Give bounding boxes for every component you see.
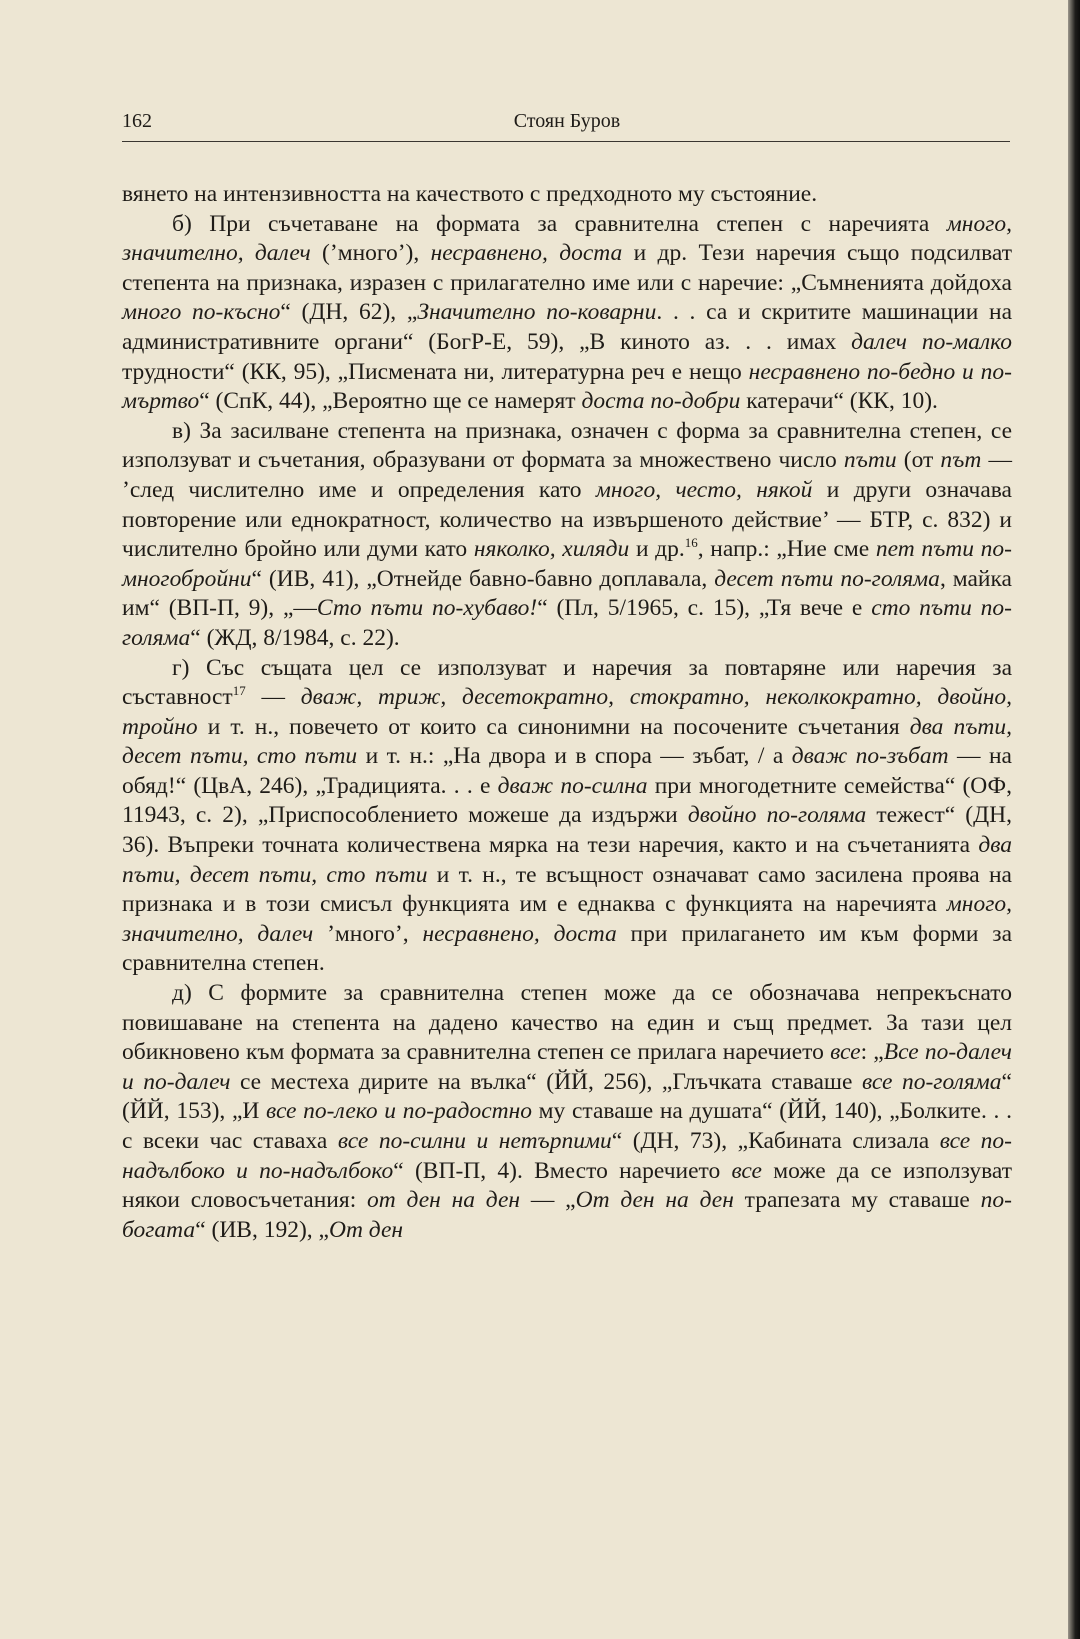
text-run: вянето на интензивността на качеството с предходното му състояние. <box>122 181 818 207</box>
italic-example: все <box>830 1039 861 1066</box>
italic-example: много, често, някой <box>595 476 813 503</box>
paragraph <box>122 654 1012 980</box>
text-run: (’много’), <box>310 240 431 267</box>
text-run: “ (ИВ, 41), „Отнейде бавно-бавно доплавала, <box>251 565 715 592</box>
text-run: д) С формите за сравнителна степен може да се обозначава непрекъснато повишаване на степента на дадено качество на един и същ предмет. За тази цел обикновено към формата за сравнителна степен се прилага наречието <box>122 980 1012 1066</box>
paragraph <box>122 210 1012 417</box>
italic-example: два пъти, десет пъти, сто пъти <box>122 832 1012 888</box>
italic-example: път <box>940 447 982 474</box>
text-run: и т. н., повечето от които са синонимни на посочените съчетания <box>197 713 910 740</box>
text-run: и др. Тези наречия също подсилват степента на признака, изразен с прилагателно име или с наречие: „Съмненията дойдоха <box>122 240 1012 296</box>
italic-example: несравнено по-бедно и по-мъртво <box>122 358 1012 415</box>
text-run: : „ <box>860 1039 884 1066</box>
italic-example: от ден на ден <box>367 1187 521 1214</box>
text-run: “ (ЖД, 8/1984, с. 22). <box>190 624 400 651</box>
paragraph <box>122 417 1012 654</box>
running-title: Стоян Буров <box>513 110 621 132</box>
paragraph <box>122 180 1012 210</box>
italic-example: доста по-добри <box>581 388 741 415</box>
italic-example: все <box>731 1157 762 1184</box>
text-run: (от <box>896 447 941 474</box>
paragraph <box>122 979 1012 1245</box>
page-header <box>122 110 1012 142</box>
italic-example: много по-късно <box>122 299 281 326</box>
italic-example: От ден <box>328 1216 404 1243</box>
italic-example: все по-леко и по-радостно <box>266 1098 532 1125</box>
text-run: , напр.: „Ние сме <box>697 536 876 563</box>
body-text <box>122 180 1012 1245</box>
italic-example: по-богата <box>122 1187 1012 1243</box>
text-run: г) Със същата цел се използуват и наречия за повтаряне или наречия за съставност <box>122 654 1012 711</box>
italic-example: пъти <box>843 447 897 474</box>
italic-example: все по-голяма <box>861 1068 1002 1095</box>
italic-example: все по-надълбоко и по-надълбоко <box>122 1128 1012 1184</box>
italic-example: Значително по-коварни <box>417 299 657 326</box>
text-run: може да се използуват някои словосъчетания: <box>122 1157 1013 1214</box>
page-edge-shadow <box>1068 0 1080 1639</box>
text-run: — ’след числително име и определения като <box>122 447 1012 503</box>
italic-example: Все по-далеч и по-далеч <box>122 1039 1012 1095</box>
italic-example: много, значително, далеч <box>122 210 1012 267</box>
text-run: “ (ДН, 62), „ <box>280 299 418 326</box>
text-run: “ (СпК, 44), „Вероятно ще се намерят <box>199 388 582 415</box>
italic-example: няколко, хиляди <box>473 536 630 563</box>
text-run: б) При съчетаване на формата за сравнителна степен с наречията <box>172 210 947 237</box>
italic-example: Сто пъти по-хубаво! <box>316 595 538 622</box>
text-run: — на обяд!“ (ЦвА, 246), „Традицията. . . е <box>122 743 1012 799</box>
text-run: — „ <box>520 1187 576 1214</box>
text-run: при прилагането им към форми за сравнителна степен. <box>122 920 1013 977</box>
italic-example: много, значително, далеч <box>122 891 1012 947</box>
text-run: “ (ИВ, 192), „ <box>195 1216 329 1243</box>
header-rule <box>122 141 1010 142</box>
page-number: 162 <box>122 110 152 132</box>
italic-example: дваж, триж, десетократно, стократно, неколкократно, двойно, тройно <box>122 684 1012 740</box>
italic-example: далеч по-малко <box>851 328 1013 355</box>
text-run: в) За засилване степента на признака, означен с форма за сравнителна степен, се използуват и съчетания, образувани от формата за множествено число <box>122 417 1012 474</box>
italic-example: пет пъти по-многобройни <box>122 536 1012 592</box>
text-run: катерачи“ (КК, 10). <box>740 388 938 415</box>
text-run: “ (ЙЙ, 153), „И <box>122 1068 1012 1125</box>
footnote-ref: 16 <box>684 535 698 551</box>
italic-example: все по-силни и нетърпими <box>337 1128 612 1154</box>
text-run: , майка им“ (ВП-П, 9), „— <box>122 565 1012 622</box>
text-run: при многодетните семейства“ (ОФ, 11943, с. 2), „Приспособлението можеше да издържи <box>122 772 1013 829</box>
text-run: . . . са и скритите машинации на административните органи“ (БогР-Е, 59), „В киното аз. . . имах <box>122 299 1012 355</box>
italic-example: два пъти, десет пъти, сто пъти <box>122 713 1012 770</box>
text-run: ’много’, <box>313 920 423 947</box>
text-run: и т. н.: „На двора и в спора — зъбат, / а <box>357 743 792 770</box>
text-run: и т. н., те всъщност означават само засилена проява на признака и в този смисъл функцията им е еднаква с функцията на наречията <box>122 861 1012 918</box>
text-run: и други означава повторение или еднократност, количество на извършеното действие’ — БТР, с. 832) и числително бройно или думи като <box>122 476 1012 563</box>
italic-example: двойно по-голяма <box>687 802 867 829</box>
text-run: тежест“ (ДН, 36). Въпреки точната количествена мярка на тези наречия, както и на съчетанията <box>122 802 1012 859</box>
text-run: — <box>245 684 301 711</box>
italic-example: несравнено, доста <box>430 240 623 267</box>
italic-example: несравнено, доста <box>422 920 617 947</box>
text-run: трудности“ (КК, 95), „Писмената ни, литературна реч е нещо <box>122 358 749 385</box>
italic-example: дваж по-зъбат <box>791 743 949 770</box>
italic-example: сто пъти по-голяма <box>122 595 1012 651</box>
text-run: “ (ДН, 73), „Кабината слизала <box>611 1128 940 1154</box>
text-run: “ (Пл, 5/1965, с. 15), „Тя вече е <box>537 595 872 622</box>
text-run: трапезата му ставаше <box>733 1187 981 1214</box>
text-run: и др. <box>629 536 685 563</box>
text-run: му ставаше на душата“ (ЙЙ, 140), „Болките. . . с всеки час ставаха <box>122 1098 1012 1154</box>
italic-example: дваж по-силна <box>497 772 648 799</box>
footnote-ref: 17 <box>232 683 246 699</box>
italic-example: От ден на ден <box>575 1187 734 1214</box>
text-run: “ (ВП-П, 4). Вместо наречието <box>393 1157 732 1184</box>
italic-example: десет пъти по-голяма <box>714 565 940 592</box>
text-run: се местеха дирите на вълка“ (ЙЙ, 256), „Глъчката ставаше <box>230 1068 862 1095</box>
